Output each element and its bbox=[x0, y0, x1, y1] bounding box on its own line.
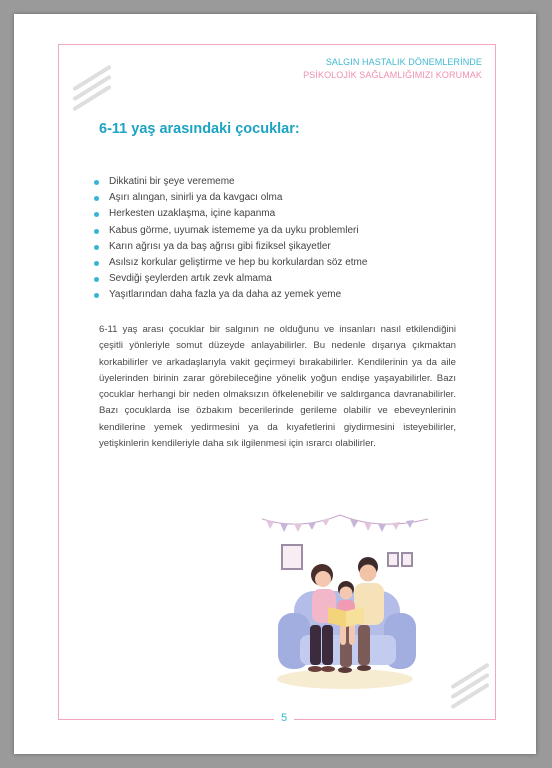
bullet-icon bbox=[94, 245, 99, 250]
list-item bbox=[92, 174, 452, 190]
document-page bbox=[14, 14, 536, 754]
list-item bbox=[92, 255, 452, 271]
list-item bbox=[92, 223, 452, 239]
header-line-2: PSİKOLOJİK SAĞLAMLIĞIMIZI KORUMAK bbox=[303, 70, 482, 80]
bullet-icon bbox=[94, 212, 99, 217]
list-item-text: Dikkatini bir şeye verememe bbox=[109, 176, 235, 187]
list-item bbox=[92, 239, 452, 255]
symptom-list bbox=[92, 174, 452, 304]
list-item bbox=[92, 190, 452, 206]
list-item-text: Herkesten uzaklaşma, içine kapanma bbox=[109, 208, 276, 220]
bullet-icon bbox=[94, 293, 99, 298]
section-title: 6-11 yaş arasındaki çocuklar: bbox=[99, 121, 300, 137]
decorative-stripes-top bbox=[68, 66, 118, 116]
list-item-text: Aşırı alıngan, sinirli ya da kavgacı olma bbox=[109, 192, 283, 204]
list-item-text: Kabus görme, uyumak istememe ya da uyku problemleri bbox=[109, 224, 359, 236]
page-number: 5 bbox=[274, 712, 294, 724]
list-item bbox=[92, 206, 452, 222]
list-item-text: Asılsız korkular geliştirme ve hep bu korkulardan söz etme bbox=[109, 257, 368, 269]
family-reading-illustration bbox=[260, 507, 430, 697]
bullet-icon bbox=[94, 196, 99, 201]
bullet-icon bbox=[94, 229, 99, 234]
bullet-icon bbox=[94, 261, 99, 266]
bullet-icon bbox=[94, 180, 99, 185]
header-line-1: SALGIN HASTALIK DÖNEMLERİNDE bbox=[325, 57, 482, 67]
list-item-text: Yaşıtlarından daha fazla ya da daha az yemek yeme bbox=[109, 289, 342, 301]
list-item bbox=[92, 271, 452, 287]
list-item-text: Sevdiği şeylerden artık zevk almama bbox=[109, 273, 272, 285]
list-item-text: Karın ağrısı ya da baş ağrısı gibi fiziksel şikayetler bbox=[109, 240, 331, 252]
body-paragraph: 6-11 yaş arası çocuklar bir salgının ne olduğunu ve insanları nasıl etkilendiğini çeşitli yönleriyle somut düzeyde anlayabilirler. Bu nedenle dışarıya çıkmaktan korkabilirler ve arkadaşlarıyla vakit geçirmeyi bırakabilirler. Kendilerinin ya da aile üyelerinden birinin zarar görebileceğine yönelik yoğun endişe yaşayabilirler. Bazı çocuklar herhangi bir neden olmaksızın öfkelenebilir ve saldırganca davranabilirler. Bazı çocuklarda ise özbakım becerilerinde gerileme olabilir ve ebeveynlerinin kendilerine yemek yedirmesini ya da kıyafetlerini giydirmesini isteyebilirler, yetişkinlerin kendileriyle daha sık ilgilenmesi için ısrarcı olabilirler. bbox=[99, 324, 456, 450]
list-item bbox=[92, 287, 452, 303]
page-header bbox=[303, 56, 482, 82]
bullet-icon bbox=[94, 277, 99, 282]
decorative-stripes-bottom bbox=[446, 664, 496, 714]
